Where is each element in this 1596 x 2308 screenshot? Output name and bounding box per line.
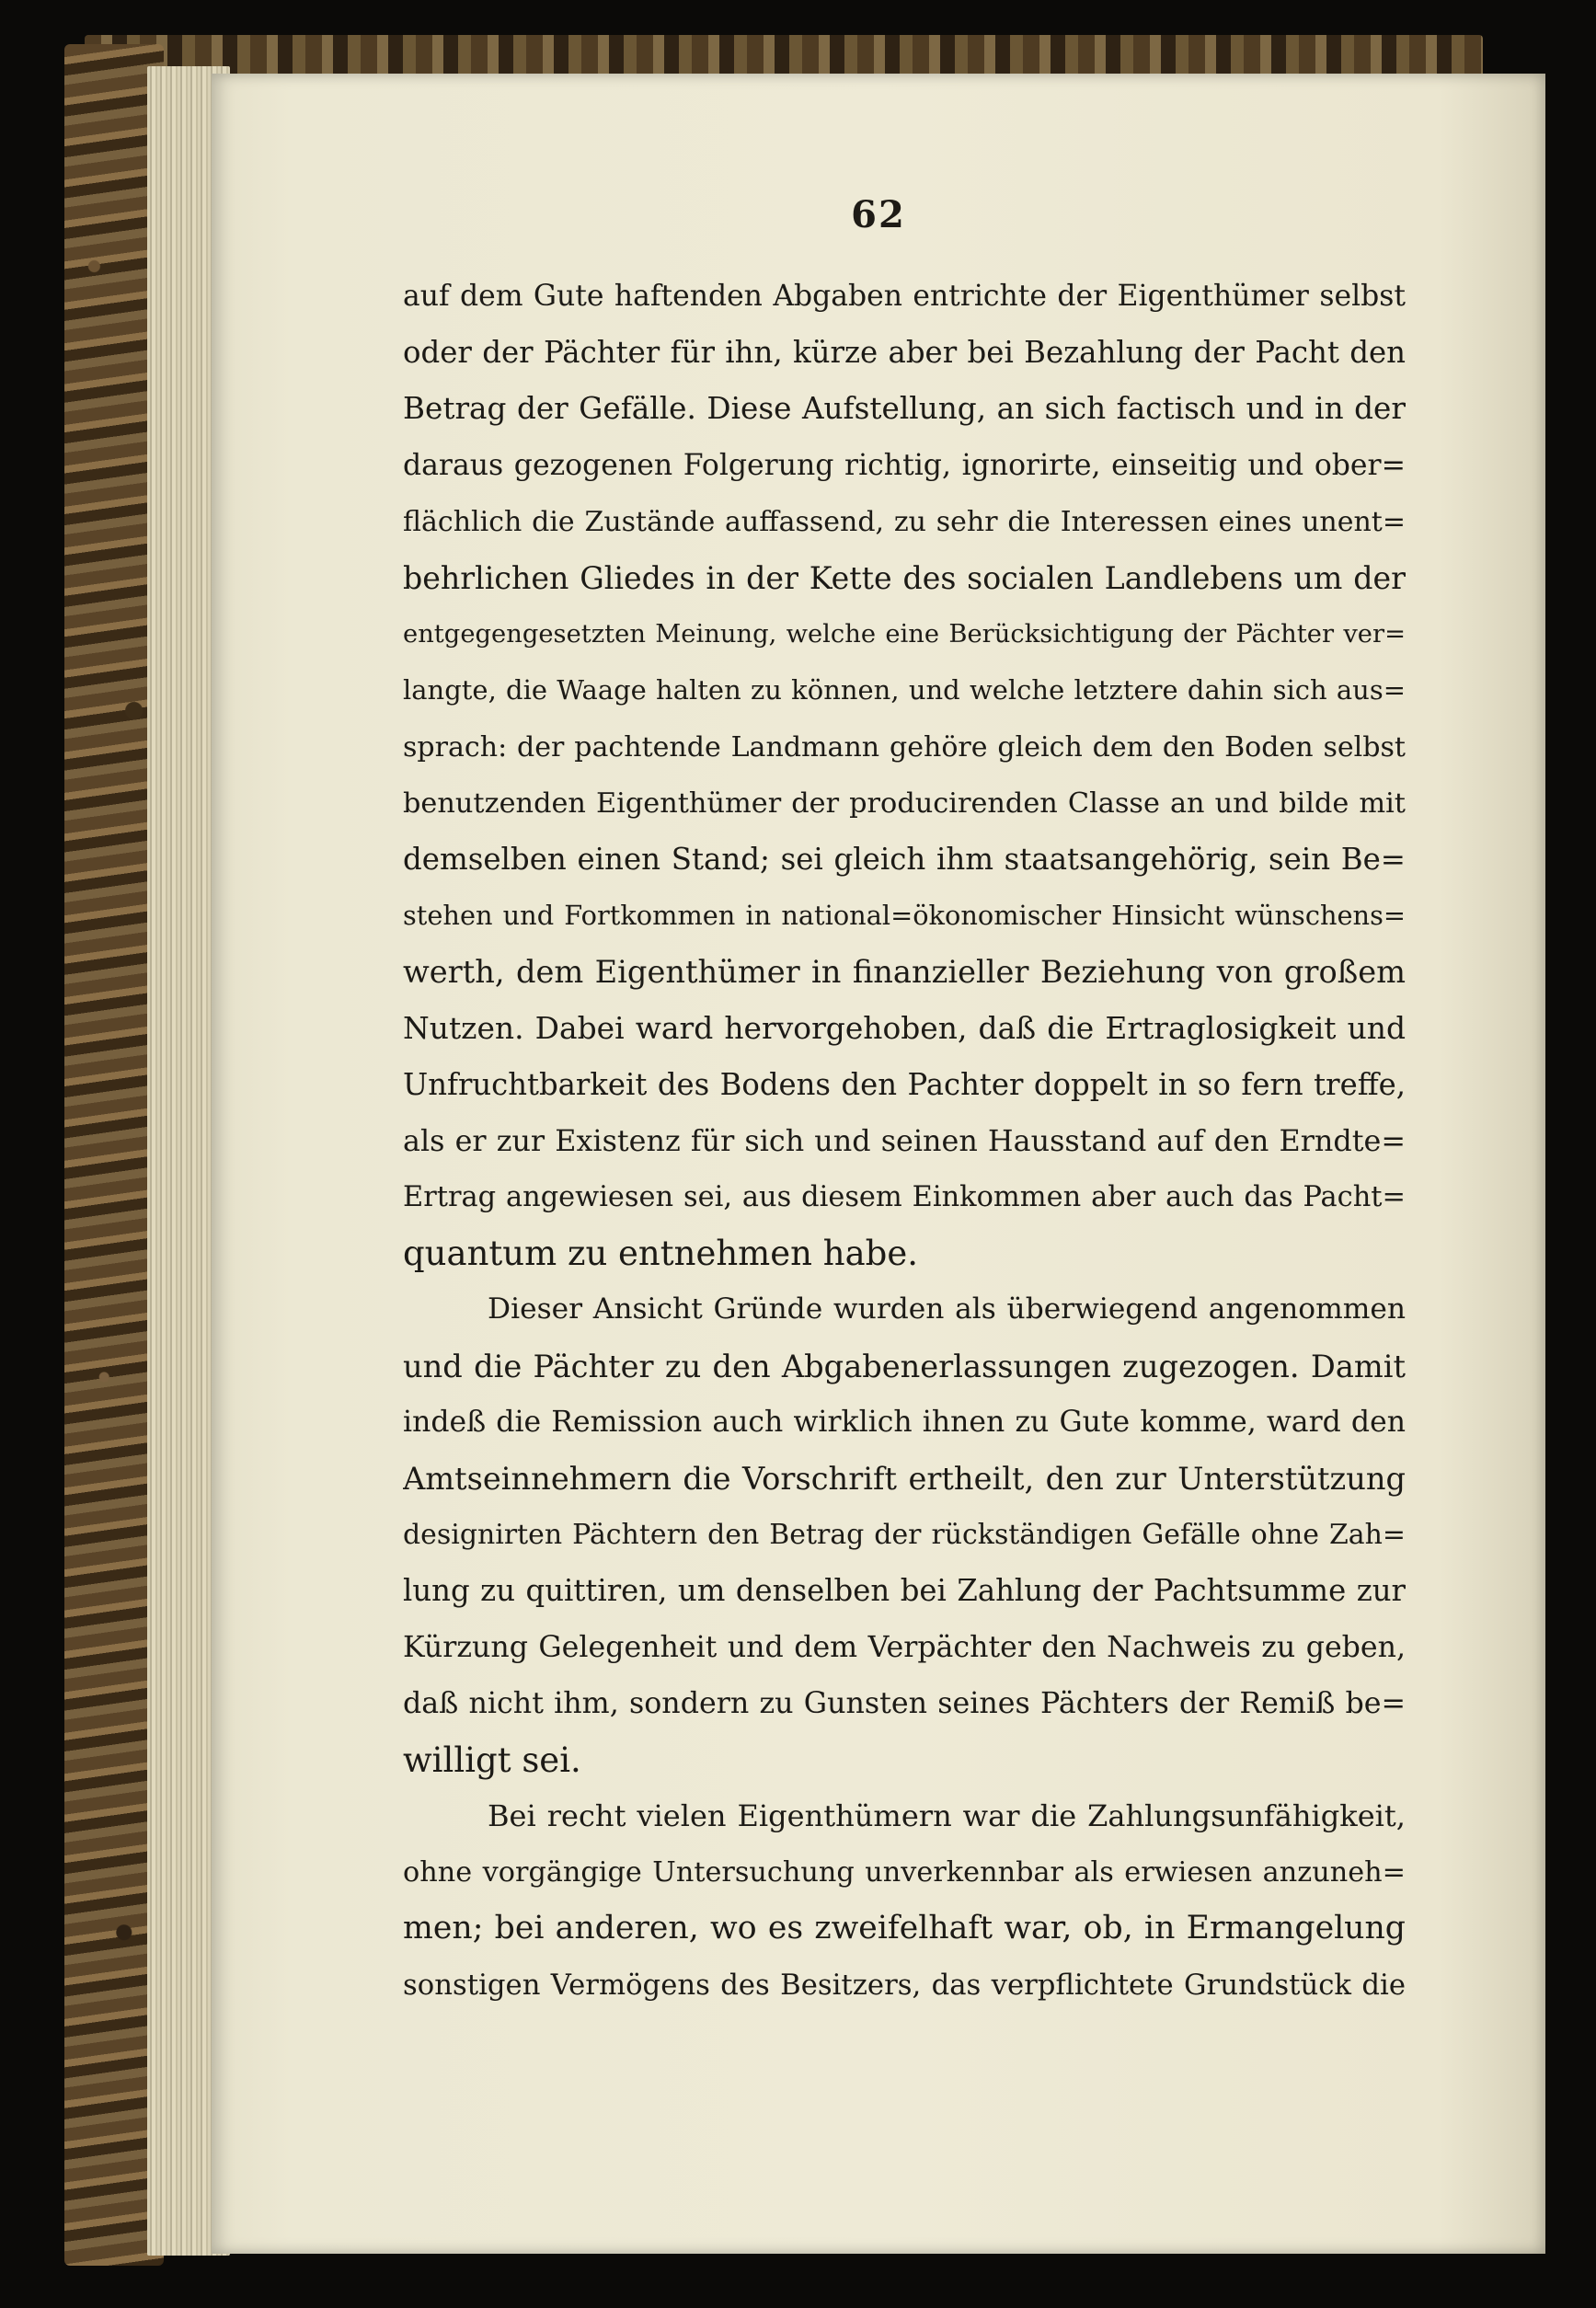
text-line: Amtseinnehmern die Vorschrift ertheilt, den zur Unterstützung xyxy=(403,1460,1406,1497)
text-line: daraus gezogenen Folgerung richtig, ignorirte, einseitig und ober= xyxy=(403,448,1406,482)
text-line: benutzenden Eigenthümer der producirenden Classe an und bilde mit xyxy=(403,787,1406,820)
text-line: indeß die Remission auch wirklich ihnen zu Gute komme, ward den xyxy=(403,1405,1406,1439)
text-line: lung zu quittiren, um denselben bei Zahlung der Pachtsumme zur xyxy=(403,1573,1406,1609)
text-line: daß nicht ihm, sondern zu Gunsten seines Pächters der Remiß be= xyxy=(403,1686,1406,1720)
page-number: 62 xyxy=(851,193,906,236)
text-line: und die Pächter zu den Abgabenerlassungen zugezogen. Damit xyxy=(403,1348,1406,1384)
text-line: Kürzung Gelegenheit und dem Verpächter den Nachweis zu geben, xyxy=(403,1630,1406,1664)
text-line: ohne vorgängige Untersuchung unverkennbar als erwiesen anzuneh= xyxy=(403,1856,1406,1889)
text-line: auf dem Gute haftenden Abgaben entrichte der Eigenthümer selbst xyxy=(403,280,1406,313)
text-line: stehen und Fortkommen in national=ökonomischer Hinsicht wünschens= xyxy=(403,900,1406,932)
text-line: flächlich die Zustände auffassend, zu sehr die Interessen eines unent= xyxy=(403,505,1406,538)
text-line: sprach: der pachtende Landmann gehöre gleich dem den Boden selbst xyxy=(403,730,1406,764)
text-line: Nutzen. Dabei ward hervorgehoben, daß die Ertraglosigkeit und xyxy=(403,1010,1406,1047)
text-line: behrlichen Gliedes in der Kette des socialen Landlebens um der xyxy=(403,559,1406,596)
text-line: quantum zu entnehmen habe. xyxy=(403,1234,918,1274)
text-line: demselben einen Stand; sei gleich ihm staatsangehörig, sein Be= xyxy=(403,841,1406,877)
body-text xyxy=(403,269,1406,2014)
text-line: men; bei anderen, wo es zweifelhaft war, ob, in Ermangelung xyxy=(403,1910,1406,1947)
text-line: oder der Pächter für ihn, kürze aber bei Bezahlung der Pacht den xyxy=(403,335,1406,371)
text-line: designirten Pächtern den Betrag der rückständigen Gefälle ohne Zah= xyxy=(403,1519,1406,1552)
text-line: werth, dem Eigenthümer in finanzieller Beziehung von großem xyxy=(403,954,1406,991)
text-line: sonstigen Vermögens des Besitzers, das verpflichtete Grundstück die xyxy=(403,1969,1406,2002)
text-line: Ertrag angewiesen sei, aus diesem Einkommen aber auch das Pacht= xyxy=(403,1181,1406,1213)
text-line: langte, die Waage halten zu können, und welche letztere dahin sich aus= xyxy=(403,674,1406,706)
text-line: Dieser Ansicht Gründe wurden als überwiegend angenommen xyxy=(488,1292,1406,1326)
book-page xyxy=(212,74,1545,2254)
text-line: als er zur Existenz für sich und seinen Hausstand auf den Erndte= xyxy=(403,1123,1406,1158)
text-line: entgegengesetzten Meinung, welche eine Berücksichtigung der Pächter ver= xyxy=(403,620,1406,649)
text-line: willigt sei. xyxy=(403,1740,581,1780)
text-line: Unfruchtbarkeit des Bodens den Pachter doppelt in so fern treffe, xyxy=(403,1066,1406,1102)
book-cover-top-edge xyxy=(85,35,1483,77)
text-line: Bei recht vielen Eigenthümern war die Zahlungsunfähigkeit, xyxy=(488,1798,1406,1834)
text-line: Betrag der Gefälle. Diese Aufstellung, an sich factisch und in der xyxy=(403,391,1406,427)
